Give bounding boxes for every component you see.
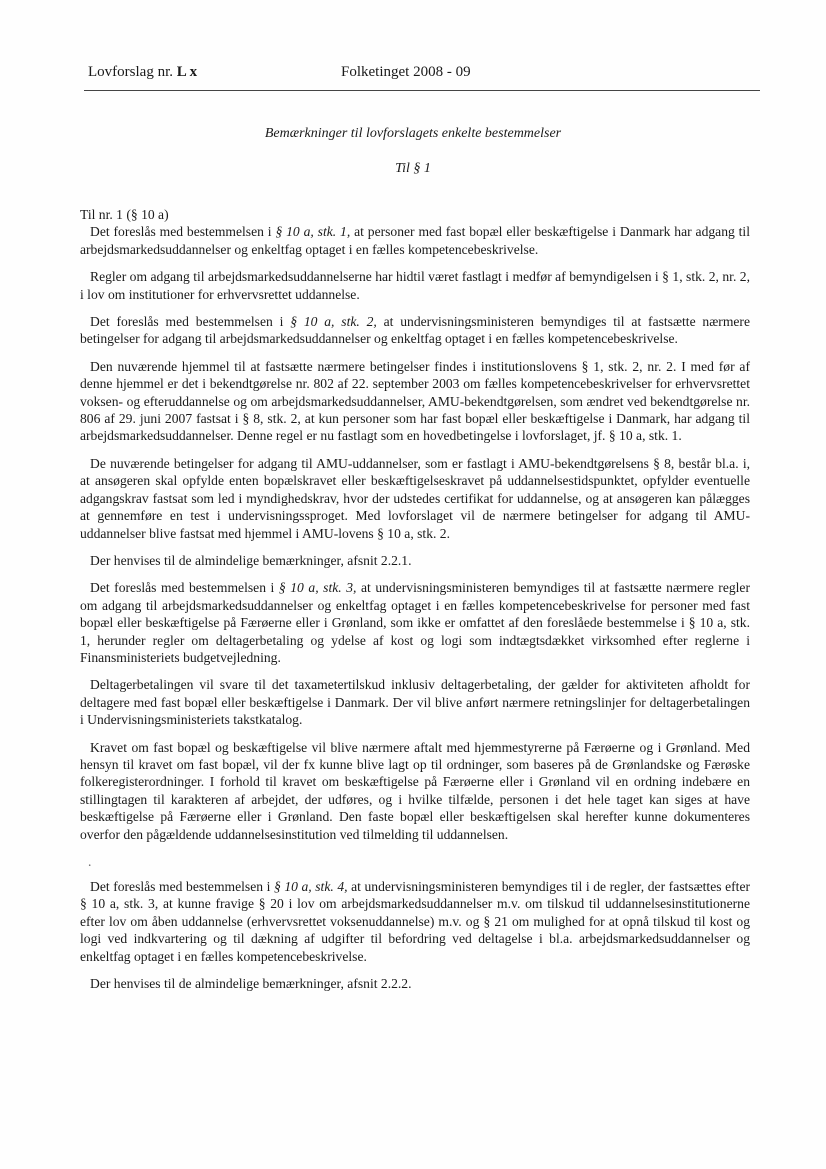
text: at personer med fast bopæl eller beskæftigelse i Danmark har adgang til arbejdsmarkedsuddannelser og enkeltfag optaget i en fælles kompetencebeskrivelse.	[80, 224, 750, 257]
paragraph-8: Deltagerbetalingen vil svare til det taxametertilskud inklusiv deltagerbetaling, der gælder for aktiviteten afholdt for deltagere med fast bopæl eller beskæftigelse i Danmark. Der vil blive anført nærmere retningslinjer for deltagerbetalingen i Undervisningsministeriets takstkatalog.	[80, 677, 750, 728]
section-title: Bemærkninger til lovforslagets enkelte bestemmelser	[264, 126, 562, 141]
text: at undervisningsministeren bemyndiges til i de regler, der fastsættes efter § 10 a, stk. 3, at kunne fravige § 20 i lov om arbejdsmarkedsuddannelser m.v. om tilskud til uddannelsesinstitutionerne efter lov om åben uddannelse (erhvervsrettet voksenuddannelse) m.v. og § 21 om mulighed for at opnå tilskud til kost og logi ved indkvartering og til dækning af udgifter til befordring ved deltagelse i bl.a. arbejdsmarkedsuddannelser og enkeltfag optaget i en fælles kompetencebeskrivelse.	[80, 879, 751, 964]
page-header	[88, 64, 758, 86]
paragraph-6: Der henvises til de almindelige bemærkninger, afsnit 2.2.1.	[90, 552, 412, 568]
text: Det foreslås med bestemmelsen i	[90, 580, 279, 596]
paragraph-5: De nuværende betingelser for adgang til AMU-uddannelser, som er fastlagt i AMU-bekendtgørelsens § 8, består bl.a. i, at ansøgeren skal opfylde enten bopælskravet eller beskæftigelseskravet på uddannelsestidspunktet, opfylder eventuelle adgangskrav fastsat som led i myndighedskrav, hvor der udstedes certifikat for uddannelse, og at ansøgeren kan pålægges at gennemføre en test i undervisningssproget. Med lovforslaget vil de nærmere betingelser for adgang til AMU-uddannelser blive fastsat med hjemmel i AMU-lovens § 10 a, stk. 2.	[80, 455, 750, 541]
paragraph-4: Den nuværende hjemmel til at fastsætte nærmere betingelser findes i institutionslovens § 1, stk. 2, nr. 2. I med før af denne hjemmel er det i bekendtgørelse nr. 802 af 22. september 2003 om fælles kompetencebeskrivelser for erhvervsrettet voksen- og efteruddannelse og om arbejdsmarkedsuddannelser, AMU-bekendtgørelsen, som ændret ved bekendtgørelse nr. 806 af 29. juni 2007 fastsat i § 8, stk. 2, at kun personer som har fast bopæl eller beskæftigelse i Danmark, har adgang til arbejdsmarkedsuddannelser. Denne regel er nu fastlagt som en hovedbetingelse i lovforslaget, jf. § 10 a, stk. 1.	[80, 358, 750, 444]
paragraph-1	[80, 223, 750, 258]
law-reference: § 10 a, stk. 1,	[275, 224, 351, 240]
text: Det foreslås med bestemmelsen i	[90, 879, 274, 894]
paragraph-10	[80, 878, 750, 965]
text: at undervisningsministeren bemyndiges til at fastsætte nærmere regler om adgang til arbejdsmarkedsuddannelser og enkeltfag optaget i en fælles kompetencebeskrivelse for personer med fast bopæl eller beskæftigelse på Færøerne eller i Grønland, som ikke er omfattet af den foreslåede bestemmelse i § 10 a, stk. 1, herunder regler om deltagerbetaling og ydelse af kost og logi som indtægtsdækket virksomhed efter reglerne i Finansministeriets budgetvejledning.	[80, 580, 750, 665]
law-reference: § 10 a, stk. 2,	[290, 314, 377, 330]
text: at undervisningsministeren bemyndiges til at fastsætte nærmere betingelser for adgang til arbejdsmarkedsuddannelser og enkeltfag optaget i en fælles kompetencebeskrivelse.	[80, 314, 750, 347]
paragraph-2: Regler om adgang til arbejdsmarkedsuddannelserne har hidtil været fastlagt i medfør af bemyndigelsen i § 1, stk. 2, nr. 2, i lov om institutioner for erhvervsrettet uddannelse.	[80, 269, 750, 302]
paragraph-3	[80, 313, 750, 348]
bill-number	[88, 64, 197, 81]
subheading: Til nr. 1 (§ 10 a)	[80, 207, 169, 222]
law-reference: § 10 a, stk. 4,	[273, 879, 348, 894]
bill-number-value: L x	[176, 64, 198, 80]
stray-dot-mark: .	[88, 854, 92, 869]
paragraph-9: Kravet om fast bopæl og beskæftigelse vil blive nærmere aftalt med hjemmestyrerne på Færøerne og i Grønland. Med hensyn til kravet om fast bopæl, vil der fx kunne blive lagt op til ordninger, som baseres på de Grønlandske og Færøske folkeregisterordninger. I forhold til kravet om beskæftigelse på Færøerne eller i Grønland vil en ordning indebære en stillingtagen til karakteren af arbejdet, der udføres, og i hvilke tilfælde, personen i det hele taget kan siges at have beskæftigelse på Færøerne eller i Grønland. Den faste bopæl eller beskæftigelsen skal herefter kunne dokumenteres overfor den pågældende uddannelsesinstitution ved tilmelding til uddannelsen.	[80, 739, 750, 842]
law-reference: § 10 a, stk. 3,	[278, 580, 357, 596]
text: Det foreslås med bestemmelsen i	[90, 314, 291, 330]
paragraph-7	[80, 579, 750, 666]
header-rule	[84, 90, 760, 91]
paragraph-title: Til § 1	[395, 161, 431, 176]
stray-dot	[80, 853, 750, 870]
paragraph-11: Der henvises til de almindelige bemærkninger, afsnit 2.2.2.	[90, 976, 412, 992]
document-body	[80, 206, 750, 1002]
text: Det foreslås med bestemmelsen i	[90, 224, 276, 240]
parliament-session: Folketinget 2008 - 09	[341, 64, 471, 80]
bill-number-prefix: Lovforslag nr.	[88, 64, 177, 80]
